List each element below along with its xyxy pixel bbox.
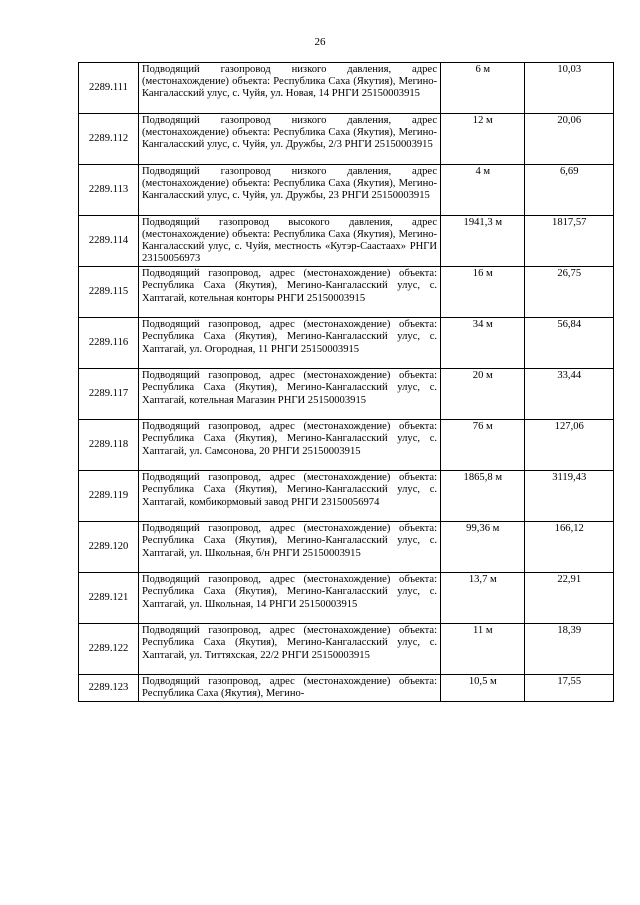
table-row [79,522,614,573]
row-id: 2289.111 [79,63,139,114]
row-length: 6 м [441,63,525,114]
row-description-cell [139,675,441,702]
row-id: 2289.120 [79,522,139,573]
row-description: Подводящий газопровод, адрес (местонахождение) объекта: Республика Саха (Якутия), Мегино-Кангаласский улус, с. Хаптагай, котельная конторы РНГИ 25150003915 [139,267,441,318]
row-length: 11 м [441,624,525,675]
row-id: 2289.113 [79,165,139,216]
row-description: Подводящий газопровод низкого давления, адрес (местонахождение) объекта: Республика Саха (Якутия), Мегино-Кангаласский улус, с. Чуйя, ул. Новая, 14 РНГИ 25150003915 [139,63,441,114]
registry-table [78,62,614,702]
row-value: 10,03 [525,63,614,114]
row-value: 18,39 [525,624,614,675]
row-id: 2289.119 [79,471,139,522]
row-id: 2289.114 [79,216,139,267]
row-description: Подводящий газопровод, адрес (местонахождение) объекта: Республика Саха (Якутия), Мегино-Кангаласский улус, с. Хаптагай, ул. Титтяхская, 22/2 РНГИ 25150003915 [139,624,441,675]
row-length: 1865,8 м [441,471,525,522]
row-length: 1941,3 м [441,216,525,267]
row-id: 2289.123 [79,675,139,702]
row-id: 2289.121 [79,573,139,624]
row-id: 2289.112 [79,114,139,165]
row-length: 16 м [441,267,525,318]
table-row [79,165,614,216]
row-value: 33,44 [525,369,614,420]
row-value: 1817,57 [525,216,614,267]
row-value: 6,69 [525,165,614,216]
row-length: 76 м [441,420,525,471]
table-row [79,216,614,267]
row-description: Подводящий газопровод высокого давления, адрес (местонахождение) объекта: Республика Саха (Якутия), Мегино-Кангаласский улус, с. Чуйя, местность «Кутэр-Саастаах» РНГИ 23150056973 [139,216,441,267]
row-length: 20 м [441,369,525,420]
row-length: 12 м [441,114,525,165]
row-description: Подводящий газопровод, адрес (местонахождение) объекта: Республика Саха (Якутия), Мегино-Кангаласский улус, с. Хаптагай, ул. Самсонова, 20 РНГИ 25150003915 [139,420,441,471]
table-row [79,624,614,675]
row-value: 127,06 [525,420,614,471]
row-description: Подводящий газопровод, адрес (местонахождение) объекта: Республика Саха (Якутия), Мегино-Кангаласский улус, с. Хаптагай, ул. Школьная, 14 РНГИ 25150003915 [139,573,441,624]
table-row [79,267,614,318]
row-length: 34 м [441,318,525,369]
row-description: Подводящий газопровод, адрес (местонахождение) объекта: Республика Саха (Якутия), Мегино-Кангаласский улус, с. Хаптагай, ул. Школьная, б/н РНГИ 25150003915 [139,522,441,573]
table-row [79,114,614,165]
row-value: 22,91 [525,573,614,624]
row-id: 2289.118 [79,420,139,471]
row-length: 4 м [441,165,525,216]
row-length: 10,5 м [441,675,525,702]
row-id: 2289.116 [79,318,139,369]
table-row [79,675,614,702]
table-row [79,63,614,114]
row-value: 3119,43 [525,471,614,522]
table-row [79,318,614,369]
row-id: 2289.117 [79,369,139,420]
row-value: 26,75 [525,267,614,318]
row-description: Подводящий газопровод, адрес (местонахождение) объекта: Республика Саха (Якутия), Мегино-Кангаласский улус, с. Хаптагай, комбикормовый завод РНГИ 23150056974 [139,471,441,522]
table-row [79,420,614,471]
row-description: Подводящий газопровод низкого давления, адрес (местонахождение) объекта: Республика Саха (Якутия), Мегино-Кангаласский улус, с. Чуйя, ул. Дружбы, 2/3 РНГИ 25150003915 [139,114,441,165]
row-description: Подводящий газопровод, адрес (местонахождение) объекта: Республика Саха (Якутия), Мегино- [142,676,438,700]
row-value: 20,06 [525,114,614,165]
row-id: 2289.122 [79,624,139,675]
row-length: 99,36 м [441,522,525,573]
row-value: 17,55 [525,675,614,702]
row-description: Подводящий газопровод, адрес (местонахождение) объекта: Республика Саха (Якутия), Мегино-Кангаласский улус, с. Хаптагай, котельная Магазин РНГИ 25150003915 [139,369,441,420]
table-row [79,471,614,522]
row-id: 2289.115 [79,267,139,318]
page-number: 26 [314,36,326,48]
row-length: 13,7 м [441,573,525,624]
row-value: 166,12 [525,522,614,573]
row-value: 56,84 [525,318,614,369]
table-row [79,573,614,624]
row-description: Подводящий газопровод, адрес (местонахождение) объекта: Республика Саха (Якутия), Мегино-Кангаласский улус, с. Хаптагай, ул. Огородная, 11 РНГИ 25150003915 [139,318,441,369]
table-row [79,369,614,420]
row-description: Подводящий газопровод низкого давления, адрес (местонахождение) объекта: Республика Саха (Якутия), Мегино-Кангаласский улус, с. Чуйя, ул. Дружбы, 23 РНГИ 25150003915 [139,165,441,216]
